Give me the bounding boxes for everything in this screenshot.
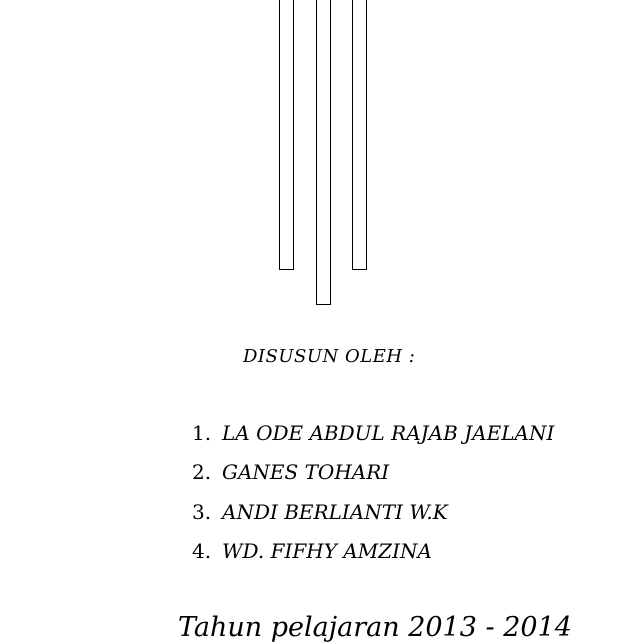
decorative-bar-left (279, 0, 294, 270)
author-number: 3. (192, 499, 212, 524)
author-name: WD. FIFHY AMZINA (222, 538, 432, 563)
author-name: LA ODE ABDUL RAJAB JAELANI (222, 421, 555, 445)
decorative-bar-middle (316, 0, 331, 305)
author-item (192, 499, 554, 538)
author-number: 1. (192, 421, 212, 445)
compiled-by-label: DISUSUN OLEH : (243, 346, 416, 367)
author-name: ANDI BERLIANTI W.K (222, 499, 448, 524)
author-list (192, 420, 554, 577)
author-name: GANES TOHARI (222, 460, 390, 485)
author-number: 2. (192, 460, 212, 485)
author-item (192, 538, 554, 577)
academic-year: Tahun pelajaran 2013 - 2014 (178, 612, 572, 643)
author-number: 4. (192, 538, 212, 563)
author-item (192, 420, 554, 459)
decorative-bar-right (352, 0, 367, 270)
author-item (192, 459, 554, 498)
